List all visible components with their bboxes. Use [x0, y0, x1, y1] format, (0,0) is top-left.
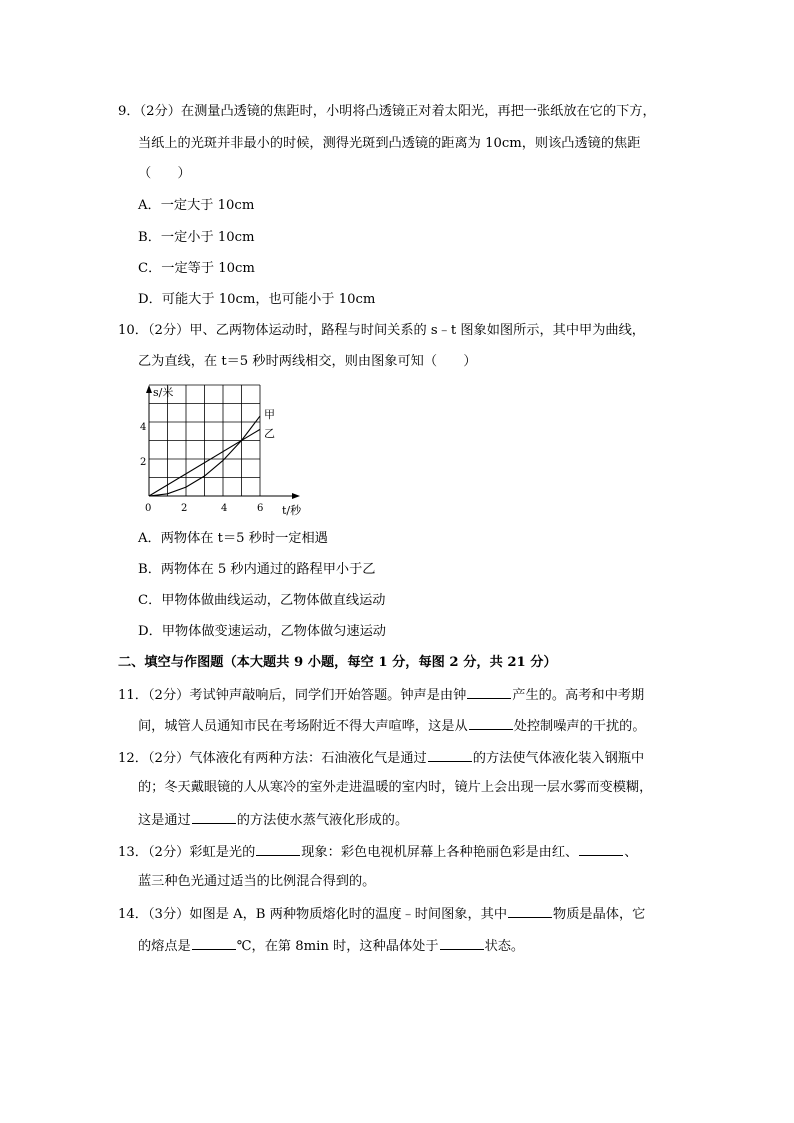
q14-text-2c: 状态。	[484, 939, 525, 954]
q14-text-1b: 物质是晶体，它	[553, 907, 646, 922]
q9-option-c: C．一定等于 10cm	[138, 261, 255, 276]
q12-line3	[138, 811, 408, 829]
q12-text-1a: 12．（2分）气体液化有两种方法：石油液化气是通过	[118, 751, 427, 766]
y-tick-label-4: 4	[140, 422, 147, 433]
answer-blank[interactable]	[579, 843, 623, 856]
q10-option-a: A．两物体在 t＝5 秒时一定相遇	[138, 531, 328, 546]
q12-line2: 的；冬天戴眼镜的人从寒冷的室外走进温暖的室内时，镜片上会出现一层水雾而变模糊，	[138, 780, 653, 795]
q9-option-b: B．一定小于 10cm	[138, 230, 255, 245]
q14-text-2a: 的熔点是	[138, 939, 191, 954]
st-graph	[128, 380, 308, 520]
y-axis-arrow	[146, 385, 152, 393]
q9-stem-line1: 9．（2分）在测量凸透镜的焦距时，小明将凸透镜正对着太阳光，再把一张纸放在它的下方，	[118, 104, 656, 119]
q9-option-a: A．一定大于 10cm	[138, 198, 255, 213]
q11-line2	[138, 717, 646, 735]
x-tick-label-6: 6	[257, 503, 264, 514]
q12-text-1b: 的方法使气体液化装入钢瓶中	[472, 751, 645, 766]
q14-line1	[118, 905, 645, 923]
section-heading: 二、填空与作图题（本大题共 9 小题，每空 1 分，每图 2 分，共 21 分）	[118, 655, 557, 670]
q12-text-3a: 这是通过	[138, 813, 191, 828]
q10-option-c: C．甲物体做曲线运动，乙物体做直线运动	[138, 593, 386, 608]
answer-blank[interactable]	[192, 811, 236, 824]
answer-blank[interactable]	[508, 905, 552, 918]
answer-blank[interactable]	[440, 937, 484, 950]
y-tick-label-2: 2	[140, 457, 147, 468]
q11-text-1b: 产生的。高考和中考期	[512, 688, 645, 703]
x-axis-arrow	[292, 493, 300, 499]
q14-line2	[138, 937, 524, 955]
answer-blank[interactable]	[467, 686, 511, 699]
q11-text-2b: 处控制噪声的干扰的。	[513, 719, 646, 734]
x-axis-label: t/秒	[282, 504, 302, 517]
answer-blank[interactable]	[192, 937, 236, 950]
q11-text-2a: 间，城管人员通知市民在考场附近不得大声喧哗，这是从	[138, 719, 468, 734]
q13-line1	[118, 843, 637, 861]
q14-text-1a: 14．（3分）如图是 A，B 两种物质熔化时的温度﹣时间图象，其中	[118, 907, 508, 922]
q11-text-1a: 11．（2分）考试钟声敲响后，同学们开始答题。钟声是由钟	[118, 688, 467, 703]
q12-text-3b: 的方法使水蒸气液化形成的。	[236, 813, 409, 828]
q10-stem-line1: 10．（2分）甲、乙两物体运动时，路程与时间关系的 s﹣t 图象如图所示，其中甲为曲线，	[118, 323, 645, 338]
q9-stem-line3: （ ）	[138, 166, 191, 181]
x-tick-label-0: 0	[145, 503, 152, 514]
series-label-jia: 甲	[264, 408, 275, 421]
q13-text-1a: 13．（2分）彩虹是光的	[118, 845, 256, 860]
y-axis-label: s/米	[153, 386, 174, 399]
q9-option-d: D．可能大于 10cm，也可能小于 10cm	[138, 292, 376, 307]
answer-blank[interactable]	[256, 843, 300, 856]
series-label-yi: 乙	[264, 427, 275, 440]
x-tick-label-4: 4	[221, 503, 228, 514]
q12-line1	[118, 749, 644, 767]
q14-text-2b: ℃，在第 8min 时，这种晶体处于	[236, 939, 439, 954]
q10-option-b: B．两物体在 5 秒内通过的路程甲小于乙	[138, 562, 376, 577]
q11-line1	[118, 686, 644, 704]
q13-text-1c: 、	[624, 845, 638, 860]
answer-blank[interactable]	[428, 749, 472, 762]
x-tick-label-2: 2	[181, 503, 188, 514]
q9-stem-line2: 当纸上的光斑并非最小的时候，测得光斑到凸透镜的距离为 10cm，则该凸透镜的焦距	[138, 136, 641, 151]
q10-option-d: D．甲物体做变速运动，乙物体做匀速运动	[138, 624, 386, 639]
answer-blank[interactable]	[469, 717, 513, 730]
q13-text-1b: 现象：彩色电视机屏幕上各种艳丽色彩是由红、	[301, 845, 579, 860]
q13-line2: 蓝三种色光通过适当的比例混合得到的。	[138, 874, 376, 889]
q10-stem-line2: 乙为直线，在 t＝5 秒时两线相交，则由图象可知（ ）	[138, 354, 477, 369]
